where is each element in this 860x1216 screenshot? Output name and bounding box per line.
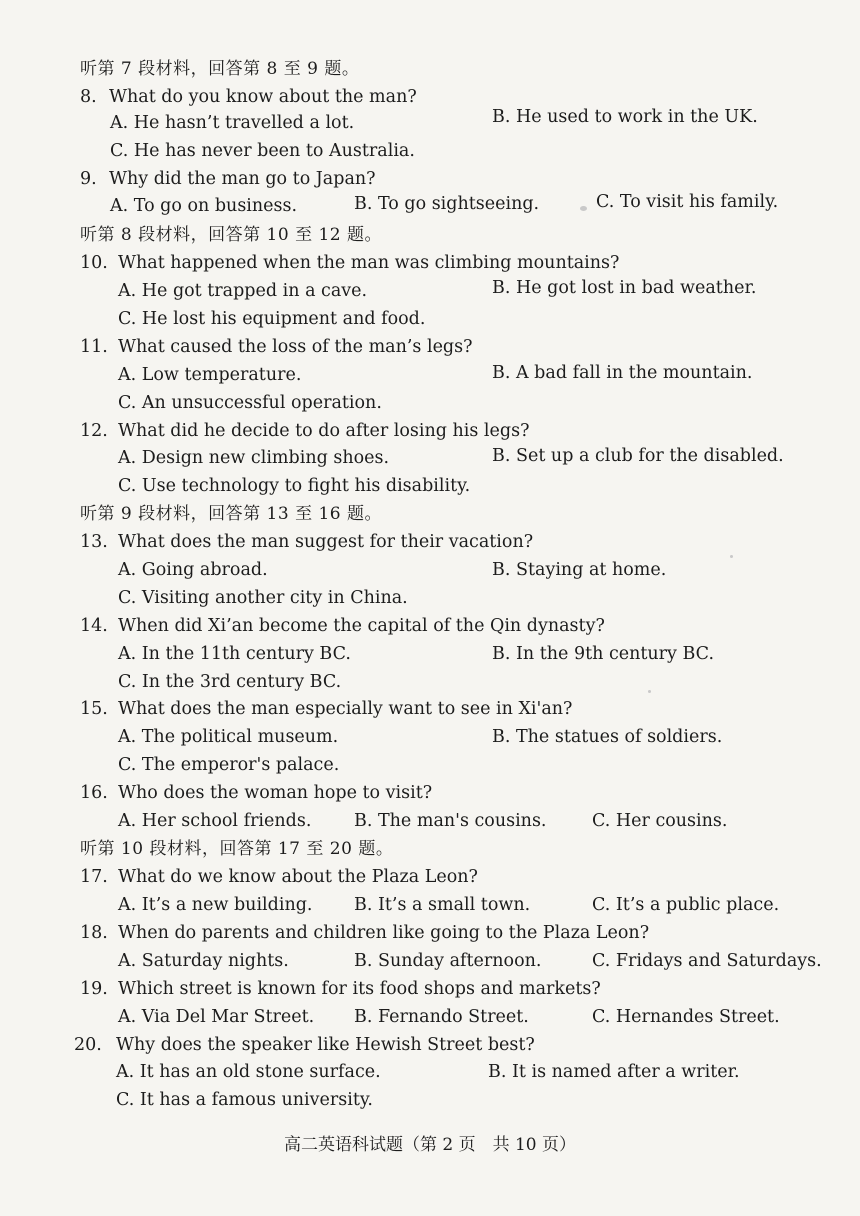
question-text: What do you know about the man? <box>109 87 417 107</box>
option-a: A. Via Del Mar Street. <box>118 1007 315 1027</box>
options-row <box>0 894 860 922</box>
options-row <box>0 950 860 978</box>
question-12 <box>0 420 860 448</box>
question-number: 17. <box>80 867 108 887</box>
option-a: A. It’s a new building. <box>118 895 313 915</box>
option-b: B. Fernando Street. <box>354 1007 529 1027</box>
option-c: C. It’s a public place. <box>592 895 780 915</box>
options-row <box>0 140 860 168</box>
question-16 <box>0 782 860 810</box>
options-row <box>0 475 860 503</box>
page-footer: 高二英语科试题（第 2 页 共 10 页） <box>283 1135 577 1155</box>
section-9-heading: 听第 9 段材料，回答第 13 至 16 题。 <box>80 504 383 524</box>
option-a: A. He hasn’t travelled a lot. <box>110 113 355 133</box>
section-8-heading: 听第 8 段材料，回答第 10 至 12 题。 <box>80 225 383 245</box>
options-row <box>0 364 860 392</box>
option-b: B. Set up a club for the disabled. <box>492 446 784 466</box>
question-text: Why did the man go to Japan? <box>109 169 376 189</box>
option-c: C. Her cousins. <box>592 811 728 831</box>
options-row <box>0 107 860 140</box>
options-row <box>0 671 860 699</box>
question-20 <box>0 1034 860 1062</box>
question-number: 13. <box>80 532 108 552</box>
option-a: A. Going abroad. <box>118 560 268 580</box>
option-a: A. Design new climbing shoes. <box>118 448 390 468</box>
question-number: 9. <box>80 169 97 189</box>
question-text: When did Xi’an become the capital of the Qin dynasty? <box>118 616 605 636</box>
section-heading <box>0 224 860 252</box>
option-b: B. A bad fall in the mountain. <box>492 363 753 383</box>
option-b: B. The man's cousins. <box>354 811 547 831</box>
question-text: What did he decide to do after losing his legs? <box>118 421 530 441</box>
option-c: C. The emperor's palace. <box>118 755 340 775</box>
options-row <box>0 726 860 754</box>
question-11 <box>0 336 860 364</box>
option-c: C. Hernandes Street. <box>592 1007 780 1027</box>
scan-speck <box>730 555 733 558</box>
question-number: 12. <box>80 421 108 441</box>
option-c: C. In the 3rd century BC. <box>118 672 342 692</box>
options-row <box>0 192 860 223</box>
question-19 <box>0 978 860 1006</box>
option-c: C. He has never been to Australia. <box>110 141 415 161</box>
question-number: 15. <box>80 699 108 719</box>
question-15 <box>0 698 860 726</box>
option-a: A. He got trapped in a cave. <box>118 281 368 301</box>
question-text: What does the man suggest for their vacation? <box>118 532 534 552</box>
options-row <box>0 1089 860 1117</box>
option-c: C. Visiting another city in China. <box>118 588 408 608</box>
options-row <box>0 392 860 420</box>
question-text: Who does the woman hope to visit? <box>118 783 433 803</box>
option-b: B. Staying at home. <box>492 560 667 580</box>
option-c: C. An unsuccessful operation. <box>118 393 382 413</box>
option-b: B. It’s a small town. <box>354 895 531 915</box>
options-row <box>0 447 860 475</box>
option-b: B. It is named after a writer. <box>488 1062 740 1082</box>
section-10-heading: 听第 10 段材料，回答第 17 至 20 题。 <box>80 839 394 859</box>
option-b: B. The statues of soldiers. <box>492 727 723 747</box>
option-a: A. In the 11th century BC. <box>118 644 351 664</box>
question-number: 19. <box>80 979 108 999</box>
scan-speck <box>648 690 651 693</box>
option-b: B. He got lost in bad weather. <box>492 278 757 298</box>
option-c: C. Fridays and Saturdays. <box>592 951 822 971</box>
option-b: B. To go sightseeing. <box>354 194 540 214</box>
question-text: When do parents and children like going to the Plaza Leon? <box>118 923 650 943</box>
question-text: Why does the speaker like Hewish Street best? <box>116 1035 535 1055</box>
option-a: A. The political museum. <box>118 727 339 747</box>
question-number: 11. <box>80 337 108 357</box>
option-a: A. To go on business. <box>110 196 298 216</box>
option-a: A. It has an old stone surface. <box>116 1062 381 1082</box>
section-heading <box>0 503 860 531</box>
section-heading <box>0 838 860 866</box>
question-text: What happened when the man was climbing mountains? <box>118 253 620 273</box>
question-number: 10. <box>80 253 108 273</box>
options-row <box>0 1061 860 1089</box>
question-17 <box>0 866 860 894</box>
scan-speck <box>580 206 587 211</box>
option-a: A. Saturday nights. <box>118 951 289 971</box>
option-a: A. Her school friends. <box>118 811 312 831</box>
question-number: 16. <box>80 783 108 803</box>
option-a: A. Low temperature. <box>118 365 302 385</box>
question-text: What caused the loss of the man’s legs? <box>118 337 473 357</box>
options-row <box>0 810 860 838</box>
question-number: 8. <box>80 87 97 107</box>
option-b: B. He used to work in the UK. <box>492 107 758 127</box>
options-row <box>0 643 860 671</box>
options-row <box>0 308 860 336</box>
option-c: C. Use technology to fight his disability. <box>118 476 471 496</box>
option-c: C. He lost his equipment and food. <box>118 309 426 329</box>
question-10 <box>0 252 860 280</box>
option-b: B. In the 9th century BC. <box>492 644 715 664</box>
option-b: B. Sunday afternoon. <box>354 951 542 971</box>
options-row <box>0 587 860 615</box>
section-heading <box>0 58 860 86</box>
option-c: C. To visit his family. <box>596 192 779 212</box>
options-row <box>0 559 860 587</box>
options-row <box>0 754 860 782</box>
option-c: C. It has a famous university. <box>116 1090 373 1110</box>
question-number: 20. <box>74 1035 102 1055</box>
options-row <box>0 280 860 308</box>
section-7-heading: 听第 7 段材料，回答第 8 至 9 题。 <box>80 59 360 79</box>
question-number: 14. <box>80 616 108 636</box>
question-14 <box>0 615 860 643</box>
question-text: What does the man especially want to see in Xi'an? <box>118 699 573 719</box>
options-row <box>0 1006 860 1034</box>
question-text: Which street is known for its food shops and markets? <box>118 979 601 999</box>
question-number: 18. <box>80 923 108 943</box>
question-text: What do we know about the Plaza Leon? <box>118 867 478 887</box>
question-18 <box>0 922 860 950</box>
